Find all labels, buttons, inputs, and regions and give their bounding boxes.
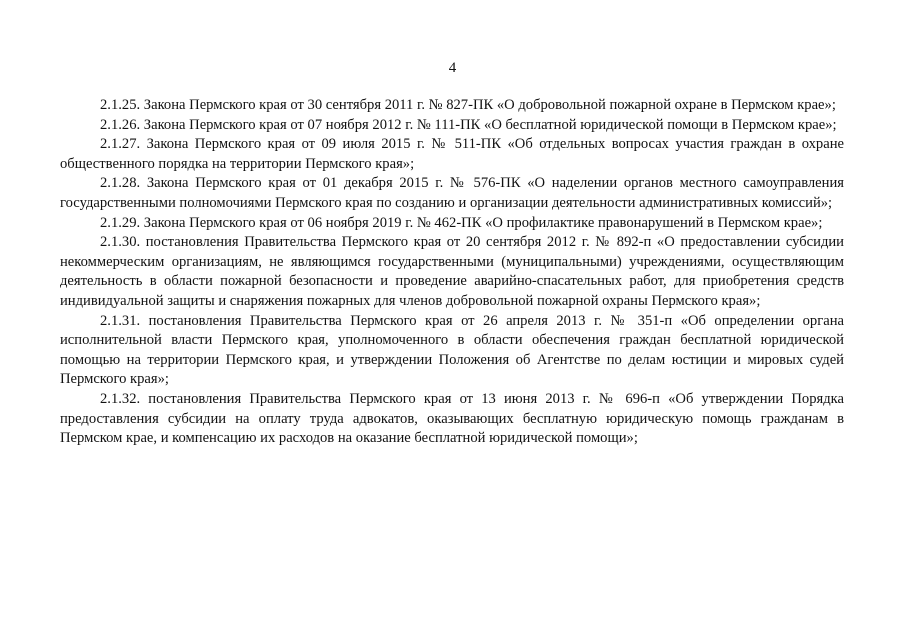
paragraph-2-1-28: 2.1.28. Закона Пермского края от 01 декабря 2015 г. № 576-ПК «О наделении органов местного самоуправления государственными полномочиями Пермского края по созданию и организации деятельности административных комиссий»; xyxy=(60,175,844,211)
paragraph-2-1-29: 2.1.29. Закона Пермского края от 06 ноября 2019 г. № 462-ПК «О профилактике правонарушений в Пермском крае»; xyxy=(100,214,823,231)
paragraph-2-1-31: 2.1.31. постановления Правительства Пермского края от 26 апреля 2013 г. № 351-п «Об определении органа исполнительной власти Пермского края, уполномоченного в области обеспечения граждан бесплатной юридической помощью на территории Пермского края, и утверждении Положения об Агентстве по делам юстиции и мировых судей Пермского края»; xyxy=(60,312,844,388)
paragraph-2-1-27: 2.1.27. Закона Пермского края от 09 июля 2015 г. № 511-ПК «Об отдельных вопросах участия граждан в охране общественного порядка на территории Пермского края»; xyxy=(60,136,844,172)
document-body xyxy=(60,96,844,449)
paragraph-2-1-26: 2.1.26. Закона Пермского края от 07 ноября 2012 г. № 111-ПК «О бесплатной юридической помощи в Пермском крае»; xyxy=(100,116,837,133)
paragraph-2-1-30: 2.1.30. постановления Правительства Пермского края от 20 сентября 2012 г. № 892-п «О предоставлении субсидии некоммерческим организациям, не являющимся государственными (муниципальными) учреждениями, осуществляющим деятельность в области пожарной безопасности и проведение аварийно-спасательных работ, для приобретения средств индивидуальной защиты и снаряжения пожарных для членов добровольной пожарной охраны Пермского края»; xyxy=(60,234,844,309)
page-number: 4 xyxy=(448,60,457,76)
paragraph-2-1-25: 2.1.25. Закона Пермского края от 30 сентября 2011 г. № 827-ПК «О добровольной пожарной охране в Пермском крае»; xyxy=(100,97,836,113)
paragraph-2-1-32: 2.1.32. постановления Правительства Пермского края от 13 июня 2013 г. № 696-п «Об утверждении Порядка предоставления субсидии на оплату труда адвокатов, оказывающих бесплатную юридическую помощь гражданам в Пермском крае, и компенсацию их расходов на оказание бесплатной юридической помощи»; xyxy=(60,390,844,447)
